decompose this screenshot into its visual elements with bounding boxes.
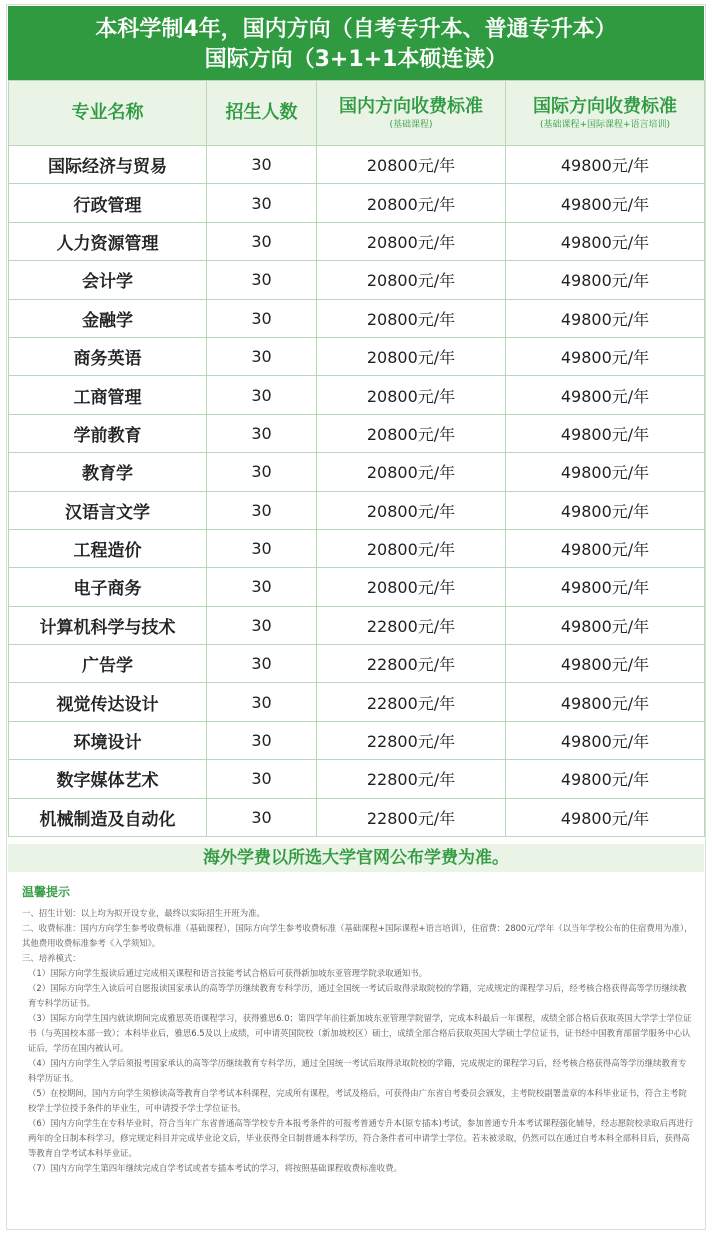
cell-major: 行政管理 bbox=[9, 184, 207, 222]
cell-domestic-fee: 20800元/年 bbox=[317, 568, 506, 606]
fee-table bbox=[8, 80, 705, 837]
cell-international-fee: 49800元/年 bbox=[506, 683, 705, 721]
table-row bbox=[9, 683, 705, 721]
cell-international-fee: 49800元/年 bbox=[506, 222, 705, 260]
cell-quota: 30 bbox=[207, 529, 317, 567]
cell-international-fee: 49800元/年 bbox=[506, 798, 705, 836]
cell-major: 电子商务 bbox=[9, 568, 207, 606]
header-quota-label: 招生人数 bbox=[225, 102, 298, 123]
table-row bbox=[9, 760, 705, 798]
cell-domestic-fee: 20800元/年 bbox=[317, 529, 506, 567]
header-domestic-sub: (基础课程) bbox=[389, 119, 433, 130]
tip-item: （3）国际方向学生国内就读期间完成雅思英语课程学习，获得雅思6.0；第四学年前往新加坡东亚管理学院留学，完成本科最后一年课程，成绩全部合格后获取英国大学学士学位证书（与英国校本部一致）；本科毕业后，雅思6.5及以上成绩，可申请英国院校（新加坡校区）硕士，成绩全部合格后获取英国大学硕士学位证书，证书经中国教育部留学服务中心认证后，学历在国内被认可。 bbox=[28, 1013, 692, 1053]
cell-domestic-fee: 20800元/年 bbox=[317, 414, 506, 452]
cell-domestic-fee: 20800元/年 bbox=[317, 337, 506, 375]
table-row bbox=[9, 146, 705, 184]
cell-international-fee: 49800元/年 bbox=[506, 299, 705, 337]
header-international bbox=[506, 81, 705, 146]
cell-international-fee: 49800元/年 bbox=[506, 568, 705, 606]
cell-quota: 30 bbox=[207, 798, 317, 836]
cell-quota: 30 bbox=[207, 184, 317, 222]
cell-domestic-fee: 22800元/年 bbox=[317, 798, 506, 836]
cell-quota: 30 bbox=[207, 414, 317, 452]
header-international-sub: (基础课程+国际课程+语言培训) bbox=[539, 119, 671, 130]
cell-major: 金融学 bbox=[9, 299, 207, 337]
cell-major: 国际经济与贸易 bbox=[9, 146, 207, 184]
table-row bbox=[9, 645, 705, 683]
table-row bbox=[9, 453, 705, 491]
cell-quota: 30 bbox=[207, 261, 317, 299]
cell-quota: 30 bbox=[207, 645, 317, 683]
cell-international-fee: 49800元/年 bbox=[506, 337, 705, 375]
cell-major: 数字媒体艺术 bbox=[9, 760, 207, 798]
tip-item: （2）国际方向学生入读后可自愿报读国家承认的高等学历继续教育专科学历，通过全国统一考试后取得录取院校的学籍，完成规定的课程学习后，经考核合格获得高等学历继续教育专科学历证书。 bbox=[28, 983, 687, 1008]
cell-international-fee: 49800元/年 bbox=[506, 453, 705, 491]
cell-domestic-fee: 22800元/年 bbox=[317, 645, 506, 683]
cell-quota: 30 bbox=[207, 721, 317, 759]
table-row bbox=[9, 337, 705, 375]
cell-domestic-fee: 20800元/年 bbox=[317, 453, 506, 491]
cell-major: 会计学 bbox=[9, 261, 207, 299]
table-row bbox=[9, 222, 705, 260]
cell-quota: 30 bbox=[207, 337, 317, 375]
tip-item: （6）国内方向学生在专科毕业时，符合当年广东省普通高等学校专升本报考条件的可报考普通专升本(原专插本)考试，参加普通专升本考试课程强化辅导，经志愿院校录取后再进行两年的全日制本科学习，修完规定科目并完成毕业论文后，毕业获得全日制普通本科学历，符合条件者可申请学士学位。若未被录取，仍然可以在通过自考本科全部科目后，获得高等教育自学考试本科毕业证。 bbox=[28, 1118, 694, 1158]
banner-line-2: 国际方向（3+1+1本硕连读） bbox=[204, 47, 508, 72]
table-body bbox=[9, 146, 705, 837]
cell-international-fee: 49800元/年 bbox=[506, 721, 705, 759]
cell-domestic-fee: 20800元/年 bbox=[317, 184, 506, 222]
tip-item: （7）国内方向学生第四年继续完成自学考试或者专插本考试的学习，将按照基础课程收费标准收费。 bbox=[28, 1163, 402, 1173]
cell-domestic-fee: 20800元/年 bbox=[317, 222, 506, 260]
header-domestic bbox=[317, 81, 506, 146]
cell-quota: 30 bbox=[207, 376, 317, 414]
header-international-label: 国际方向收费标准 bbox=[533, 95, 677, 117]
table-row bbox=[9, 529, 705, 567]
table-row bbox=[9, 376, 705, 414]
cell-international-fee: 49800元/年 bbox=[506, 529, 705, 567]
table-row bbox=[9, 414, 705, 452]
cell-major: 视觉传达设计 bbox=[9, 683, 207, 721]
cell-international-fee: 49800元/年 bbox=[506, 606, 705, 644]
cell-quota: 30 bbox=[207, 222, 317, 260]
header-major bbox=[9, 81, 207, 146]
table-row bbox=[9, 299, 705, 337]
table-row bbox=[9, 798, 705, 836]
cell-international-fee: 49800元/年 bbox=[506, 184, 705, 222]
cell-quota: 30 bbox=[207, 453, 317, 491]
tip-item: （5）在校期间，国内方向学生须修读高等教育自学考试本科课程，完成所有课程，考试及格后，可获得由广东省自考委员会颁发，主考院校副署盖章的本科毕业证书，符合主考院校学士学位授予条件的毕业生，可申请授予学士学位证书。 bbox=[28, 1088, 687, 1113]
cell-quota: 30 bbox=[207, 683, 317, 721]
cell-quota: 30 bbox=[207, 491, 317, 529]
cell-major: 教育学 bbox=[9, 453, 207, 491]
tip-item: 二、收费标准：国内方向学生参考收费标准（基础课程），国际方向学生参考收费标准（基础课程+国际课程+语言培训），住宿费：2800元/学年（以当年学校公布的住宿费用为准），其他费用收费标准参考《入学须知》。 bbox=[22, 923, 693, 948]
cell-international-fee: 49800元/年 bbox=[506, 645, 705, 683]
cell-major: 工商管理 bbox=[9, 376, 207, 414]
cell-international-fee: 49800元/年 bbox=[506, 146, 705, 184]
cell-domestic-fee: 20800元/年 bbox=[317, 261, 506, 299]
cell-domestic-fee: 22800元/年 bbox=[317, 683, 506, 721]
header-major-label: 专业名称 bbox=[71, 102, 144, 123]
tips-list bbox=[22, 906, 694, 1176]
cell-international-fee: 49800元/年 bbox=[506, 261, 705, 299]
overseas-fee-note: 海外学费以所选大学官网公布学费为准。 bbox=[8, 844, 704, 872]
cell-domestic-fee: 20800元/年 bbox=[317, 299, 506, 337]
tip-item: （4）国内方向学生入学后须报考国家承认的高等学历继续教育专科学历，通过全国统一考试后取得录取院校的学籍，完成规定的课程学习后，经考核合格获得高等学历继续教育专科学历证书。 bbox=[28, 1058, 687, 1083]
cell-quota: 30 bbox=[207, 760, 317, 798]
title-banner bbox=[8, 6, 704, 80]
cell-quota: 30 bbox=[207, 606, 317, 644]
cell-major: 商务英语 bbox=[9, 337, 207, 375]
table-row bbox=[9, 721, 705, 759]
cell-domestic-fee: 22800元/年 bbox=[317, 606, 506, 644]
cell-domestic-fee: 22800元/年 bbox=[317, 760, 506, 798]
tips-section bbox=[22, 884, 694, 1176]
cell-major: 人力资源管理 bbox=[9, 222, 207, 260]
cell-major: 学前教育 bbox=[9, 414, 207, 452]
cell-major: 机械制造及自动化 bbox=[9, 798, 207, 836]
cell-domestic-fee: 20800元/年 bbox=[317, 146, 506, 184]
cell-international-fee: 49800元/年 bbox=[506, 414, 705, 452]
cell-quota: 30 bbox=[207, 299, 317, 337]
tip-item: 一、招生计划：以上均为拟开设专业，最终以实际招生开班为准。 bbox=[22, 908, 265, 918]
cell-international-fee: 49800元/年 bbox=[506, 376, 705, 414]
table-row bbox=[9, 261, 705, 299]
cell-international-fee: 49800元/年 bbox=[506, 491, 705, 529]
cell-major: 计算机科学与技术 bbox=[9, 606, 207, 644]
cell-major: 汉语言文学 bbox=[9, 491, 207, 529]
banner-line-1: 本科学制4年，国内方向（自考专升本、普通专升本） bbox=[95, 17, 617, 42]
cell-major: 环境设计 bbox=[9, 721, 207, 759]
tip-item: 三、培养模式： bbox=[22, 953, 81, 963]
tips-title: 温馨提示 bbox=[22, 885, 71, 899]
table-row bbox=[9, 491, 705, 529]
cell-domestic-fee: 22800元/年 bbox=[317, 721, 506, 759]
tip-item: （1）国际方向学生报读后通过完成相关课程和语言技能考试合格后可获得新加坡东亚管理学院录取通知书。 bbox=[28, 968, 427, 978]
table-row bbox=[9, 606, 705, 644]
cell-domestic-fee: 20800元/年 bbox=[317, 376, 506, 414]
cell-quota: 30 bbox=[207, 568, 317, 606]
cell-international-fee: 49800元/年 bbox=[506, 760, 705, 798]
cell-quota: 30 bbox=[207, 146, 317, 184]
table-row bbox=[9, 568, 705, 606]
table-row bbox=[9, 184, 705, 222]
header-quota bbox=[207, 81, 317, 146]
cell-major: 工程造价 bbox=[9, 529, 207, 567]
cell-domestic-fee: 20800元/年 bbox=[317, 491, 506, 529]
table-header-row bbox=[9, 81, 705, 146]
header-domestic-label: 国内方向收费标准 bbox=[339, 95, 483, 117]
cell-major: 广告学 bbox=[9, 645, 207, 683]
